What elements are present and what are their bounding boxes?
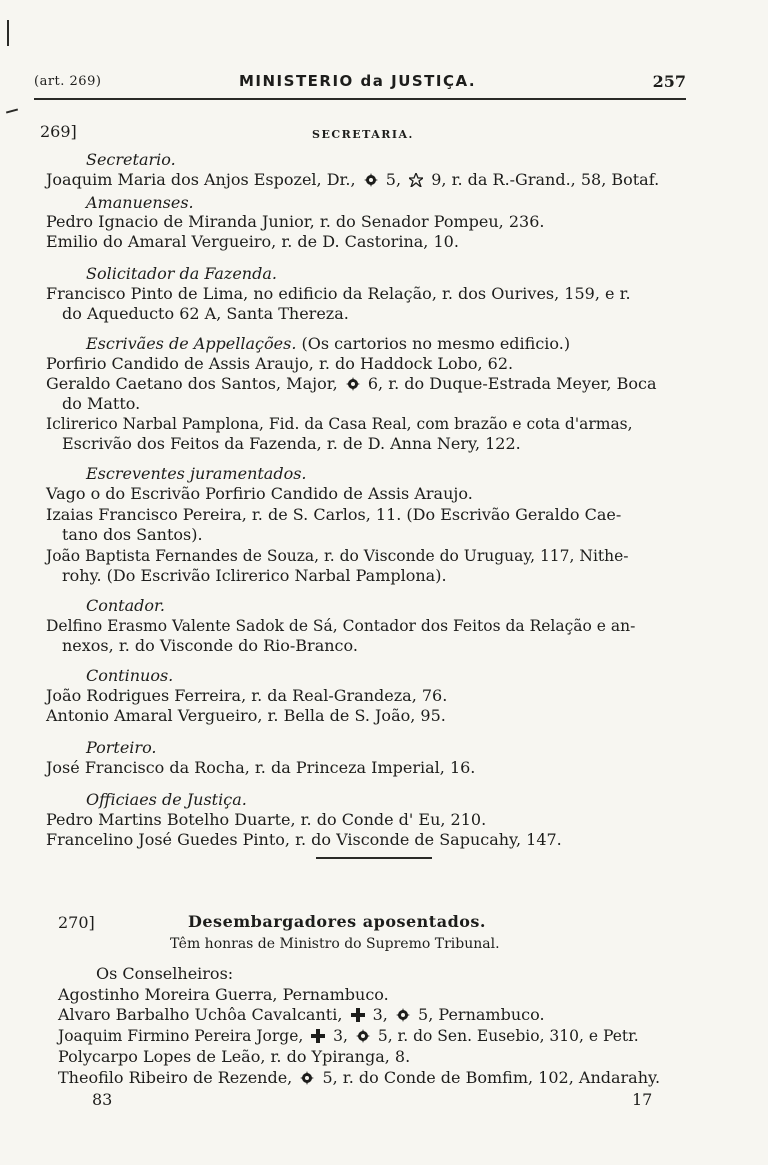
header-article-ref: (art. 269) <box>34 74 102 89</box>
conselheiro-degree: 3, <box>333 1027 348 1045</box>
secretario-label: Secretario. <box>86 150 176 169</box>
escrevente-entry: Izaias Francisco Pereira, r. de S. Carlos, 11. (Do Escrivão Geraldo Cae- <box>46 505 622 524</box>
escrivao-address: 6, r. do Duque-Estrada Meyer, Boca <box>367 374 657 393</box>
escrivaes-label: Escrivães de Appellações. <box>86 334 297 353</box>
escrivao-entry <box>46 374 656 394</box>
escrevente-entry: Vago o do Escrivão Porfirio Candido de Assis Araujo. <box>46 484 473 503</box>
conselheiro-entry: Agostinho Moreira Guerra, Pernambuco. <box>58 985 389 1004</box>
escrivao-name: Geraldo Caetano dos Santos, Major, <box>46 374 338 393</box>
section-divider <box>316 857 432 859</box>
order-rose-icon <box>396 1008 410 1022</box>
section-270-number: 270] <box>58 913 95 932</box>
amanuenses-label: Amanuenses. <box>86 193 194 212</box>
order-cross-icon <box>351 1008 365 1022</box>
escrivao-entry: Porfirio Candido de Assis Araujo, r. do Haddock Lobo, 62. <box>46 354 514 373</box>
conselheiro-degree: 3, <box>372 1005 388 1024</box>
conselheiro-entry <box>58 1005 545 1025</box>
section-270-heading: Desembargadores aposentados. <box>188 912 486 931</box>
escreventes-label: Escreventes juramentados. <box>86 464 307 483</box>
escrevente-entry: João Baptista Fernandes de Souza, r. do Visconde do Uruguay, 117, Nithe- <box>46 547 629 565</box>
running-header <box>34 72 686 100</box>
footer-sheet-number: 17 <box>632 1090 653 1109</box>
header-page-number: 257 <box>652 72 686 91</box>
porteiro-entry: José Francisco da Rocha, r. da Princeza Imperial, 16. <box>46 758 476 777</box>
escrevente-entry-continued: rohy. (Do Escrivão Iclirerico Narbal Pamplona). <box>62 566 447 585</box>
escrevente-entry-continued: tano dos Santos). <box>62 525 203 544</box>
order-star-icon <box>409 173 423 187</box>
escrivao-entry: Iclirerico Narbal Pamplona, Fid. da Casa Real, com brazão e cota d'armas, <box>46 415 633 433</box>
secretario-degree-1: 5, <box>385 170 402 189</box>
order-rose-icon <box>356 1029 370 1043</box>
escrivaes-heading <box>86 334 570 354</box>
conselheiro-entry: Polycarpo Lopes de Leão, r. do Ypiranga, 8. <box>58 1047 411 1066</box>
section-269-number: 269] <box>40 122 77 141</box>
escrivao-entry-continued: do Matto. <box>62 394 141 413</box>
porteiro-label: Porteiro. <box>86 738 157 757</box>
official-entry: Francelino José Guedes Pinto, r. do Visconde de Sapucahy, 147. <box>46 830 562 849</box>
contador-label: Contador. <box>86 596 165 615</box>
solicitador-entry-continued: do Aqueducto 62 A, Santa Thereza. <box>62 304 349 323</box>
continuos-label: Continuos. <box>86 666 174 685</box>
secretario-name: Joaquim Maria dos Anjos Espozel, Dr., <box>46 170 356 189</box>
conselheiros-intro: Os Conselheiros: <box>96 964 234 983</box>
solicitador-label: Solicitador da Fazenda. <box>86 264 277 283</box>
section-270-subheading: Têm honras de Ministro do Supremo Tribunal. <box>170 936 500 952</box>
order-cross-icon <box>311 1029 325 1043</box>
margin-mark <box>7 20 9 46</box>
continuo-entry: João Rodrigues Ferreira, r. da Real-Grandeza, 76. <box>46 686 448 705</box>
continuo-entry: Antonio Amaral Vergueiro, r. Bella de S. João, 95. <box>46 706 446 725</box>
secretario-entry <box>46 170 659 190</box>
conselheiro-address: 5, r. do Sen. Eusebio, 310, e Petr. <box>377 1027 639 1045</box>
order-rose-icon <box>300 1071 314 1085</box>
section-269-heading: SECRETARIA. <box>312 128 414 141</box>
official-entry: Pedro Martins Botelho Duarte, r. do Conde d' Eu, 210. <box>46 810 487 829</box>
order-rose-icon <box>346 377 360 391</box>
conselheiro-entry <box>58 1026 639 1046</box>
conselheiro-address: 5, Pernambuco. <box>418 1005 545 1024</box>
secretario-address: 9, r. da R.-Grand., 58, Botaf. <box>431 170 660 189</box>
escrivaes-note: (Os cartorios no mesmo edificio.) <box>301 334 571 353</box>
amanuense-entry: Emilio do Amaral Vergueiro, r. de D. Castorina, 10. <box>46 232 459 251</box>
conselheiro-name: Alvaro Barbalho Uchôa Cavalcanti, <box>58 1005 343 1024</box>
margin-mark <box>6 108 18 113</box>
footer-signature-mark: 83 <box>92 1090 113 1109</box>
escrivao-entry-continued: Escrivão dos Feitos da Fazenda, r. de D. Anna Nery, 122. <box>62 434 521 453</box>
order-rose-icon <box>364 173 378 187</box>
amanuense-entry: Pedro Ignacio de Miranda Junior, r. do Senador Pompeu, 236. <box>46 212 545 231</box>
conselheiro-entry <box>58 1068 660 1088</box>
solicitador-entry: Francisco Pinto de Lima, no edificio da Relação, r. dos Ourives, 159, e r. <box>46 284 631 303</box>
contador-entry: Delfino Erasmo Valente Sadok de Sá, Contador dos Feitos da Relação e an- <box>46 617 636 635</box>
conselheiro-name: Joaquim Firmino Pereira Jorge, <box>58 1027 304 1045</box>
header-title: MINISTERIO da JUSTIÇA. <box>239 72 477 90</box>
conselheiro-name: Theofilo Ribeiro de Rezende, <box>58 1068 293 1087</box>
officiaes-label: Officiaes de Justiça. <box>86 790 247 809</box>
conselheiro-address: 5, r. do Conde de Bomfim, 102, Andarahy. <box>322 1068 661 1087</box>
contador-entry-continued: nexos, r. do Visconde do Rio-Branco. <box>62 636 358 655</box>
